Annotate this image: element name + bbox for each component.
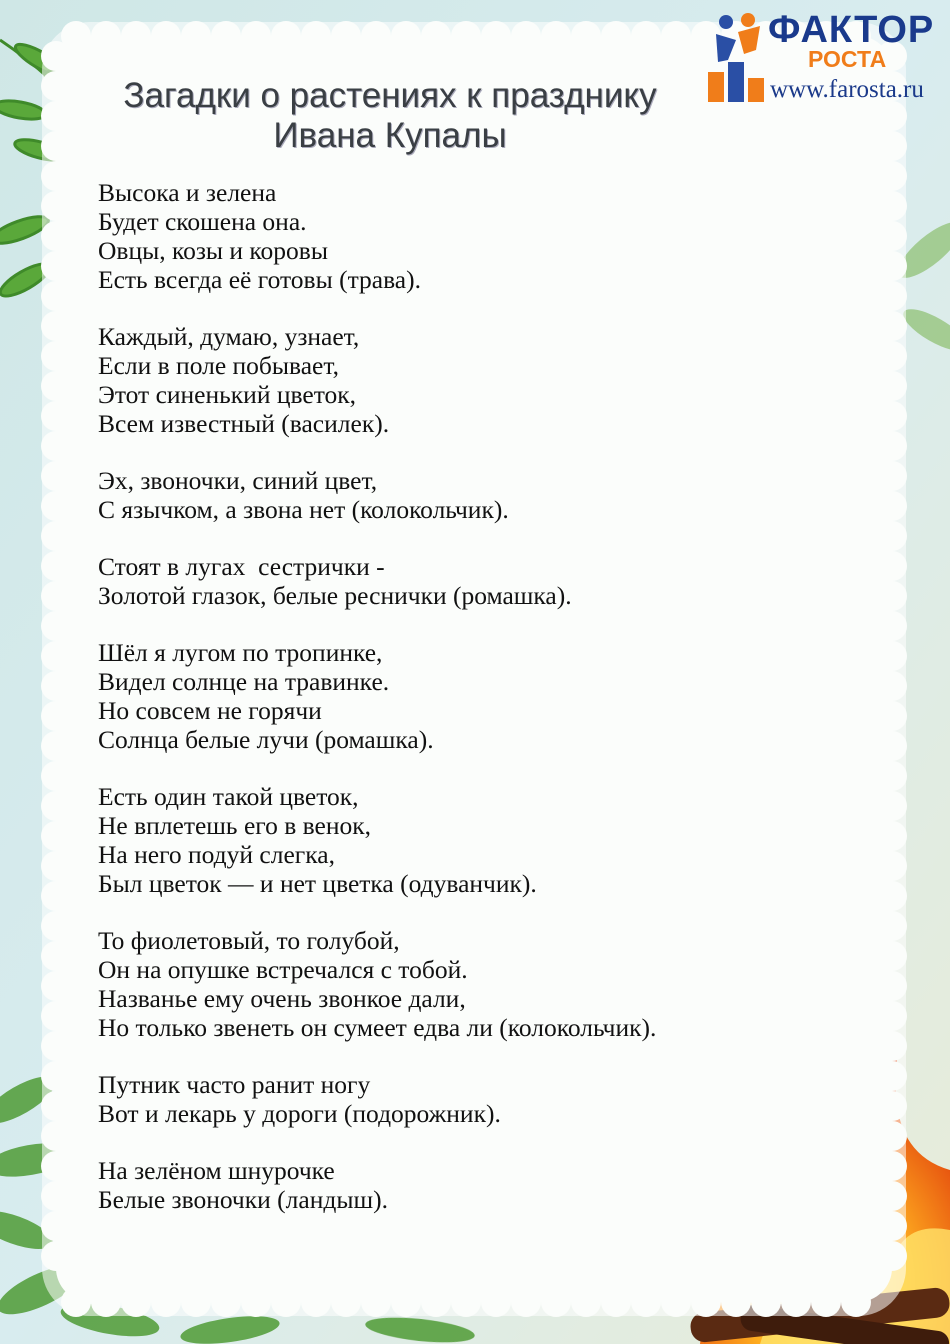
riddle-line: Есть один такой цветок, (98, 782, 359, 811)
riddle-stanza (98, 1156, 798, 1214)
riddle-line: Белые звоночки (ландыш). (98, 1185, 388, 1214)
riddle-line: С язычком, а звона нет (колокольчик). (98, 495, 509, 524)
riddle-line: На зелёном шнурочке (98, 1156, 335, 1185)
riddle-stanza (98, 322, 798, 438)
riddle-line: Он на опушке встречался с тобой. (98, 955, 468, 984)
riddle-stanza (98, 1070, 798, 1128)
riddle-line: Овцы, козы и коровы (98, 236, 328, 265)
riddle-line: Всем известный (василек). (98, 409, 390, 438)
title-line-2: Ивана Купалы (273, 116, 507, 155)
riddle-stanza (98, 638, 798, 754)
riddle-line: Стоят в лугах сестрички - (98, 552, 385, 581)
riddle-stanza (98, 782, 798, 898)
riddle-line: Видел солнце на травинке. (98, 667, 390, 696)
riddle-line: Но только звенеть он сумеет едва ли (колокольчик). (98, 1013, 657, 1042)
riddle-line: На него подуй слегка, (98, 840, 335, 869)
title-line-1: Загадки о растениях к празднику (123, 76, 657, 115)
riddle-line: Будет скошена она. (98, 207, 307, 236)
riddle-line: Названье ему очень звонкое дали, (98, 984, 466, 1013)
riddle-line: Но совсем не горячи (98, 696, 322, 725)
riddle-line: Солнца белые лучи (ромашка). (98, 725, 434, 754)
riddle-line: Высока и зелена (98, 178, 277, 207)
riddle-line: Не вплетешь его в венок, (98, 811, 371, 840)
riddle-line: Если в поле побывает, (98, 351, 339, 380)
logo-url[interactable]: www.farosta.ru (770, 76, 924, 103)
logo-subtitle: РОСТА (808, 46, 887, 72)
riddle-line: Путник часто ранит ногу (98, 1070, 371, 1099)
riddle-line: То фиолетовый, то голубой, (98, 926, 400, 955)
riddles-body (98, 178, 798, 1242)
riddle-line: Этот синенький цветок, (98, 380, 357, 409)
riddle-line: Был цветок — и нет цветка (одуванчик). (98, 869, 537, 898)
riddle-line: Вот и лекарь у дороги (подорожник). (98, 1099, 501, 1128)
riddle-line: Каждый, думаю, узнает, (98, 322, 360, 351)
riddle-stanza (98, 178, 798, 294)
riddle-stanza (98, 466, 798, 524)
logo-name: ФАКТОР (768, 9, 935, 51)
riddle-line: Есть всегда её готовы (трава). (98, 265, 421, 294)
riddle-stanza (98, 926, 798, 1042)
riddle-line: Золотой глазок, белые реснички (ромашка). (98, 581, 572, 610)
riddle-line: Эх, звоночки, синий цвет, (98, 466, 378, 495)
riddle-line: Шёл я лугом по тропинке, (98, 638, 383, 667)
page-title (60, 76, 720, 156)
riddle-stanza (98, 552, 798, 610)
